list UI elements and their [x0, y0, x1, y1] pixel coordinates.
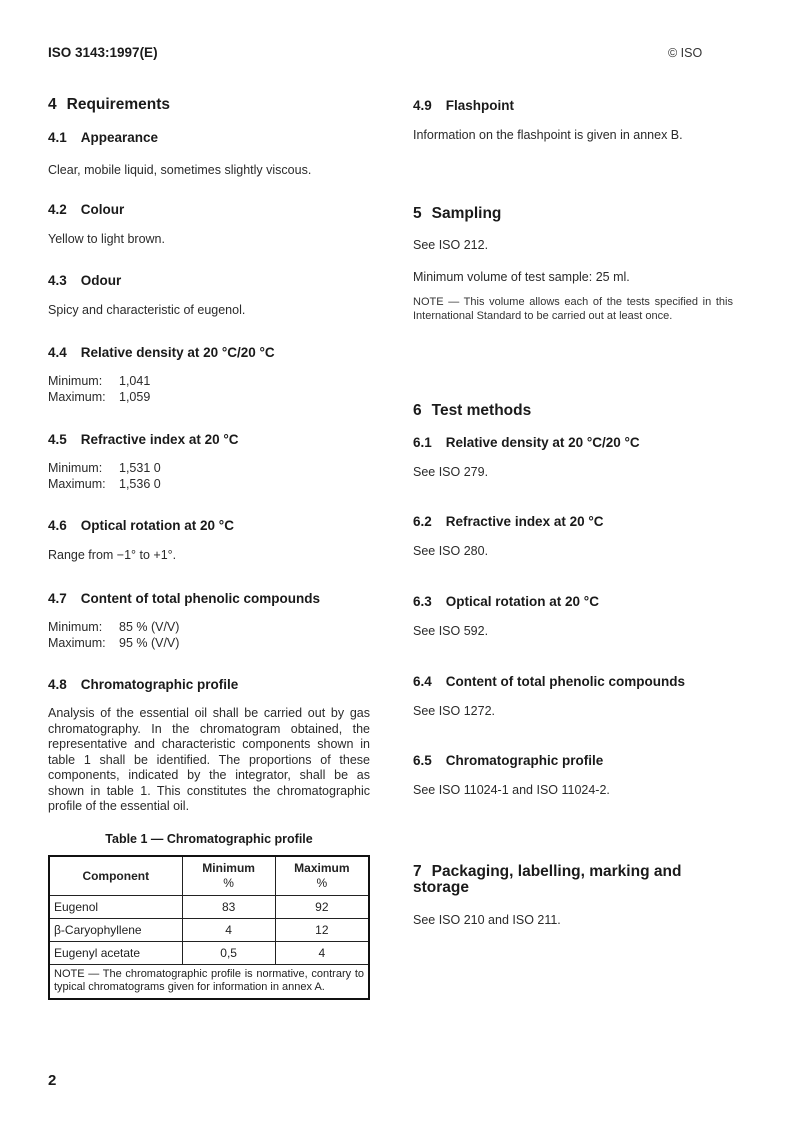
component-cell: Eugenyl acetate	[49, 942, 182, 965]
min-cell: 4	[182, 919, 275, 942]
section-number: 4	[48, 96, 57, 113]
subsection-number: 6.2	[413, 514, 432, 529]
component-cell: β-Caryophyllene	[49, 919, 182, 942]
table-note-row	[49, 965, 369, 1000]
subsection-number: 6.1	[413, 435, 432, 450]
paragraph: See ISO 280.	[413, 544, 489, 558]
table-header-row	[49, 856, 369, 896]
subsection-number: 4.7	[48, 591, 67, 606]
chromatographic-profile-table	[48, 855, 370, 1000]
paragraph: Spicy and characteristic of eugenol.	[48, 303, 246, 317]
header-component: Component	[49, 856, 182, 896]
paragraph: See ISO 279.	[413, 465, 489, 479]
section-title: Test methods	[431, 402, 532, 419]
section-number: 7	[413, 863, 422, 880]
subsection-number: 4.9	[413, 98, 432, 113]
subsection-title: Optical rotation at 20 °C	[445, 594, 599, 609]
subsection-6-2	[413, 514, 733, 559]
max-label: Maximum:	[48, 389, 106, 404]
subsection-4-2	[48, 202, 370, 247]
table-row	[49, 942, 369, 965]
subsection-title: Colour	[80, 202, 125, 217]
subsection-number: 4.5	[48, 432, 67, 447]
paragraph: See ISO 592.	[413, 624, 489, 638]
copyright-mark: © ISO	[668, 46, 703, 60]
paragraph: See ISO 212.	[413, 238, 489, 252]
subsection-6-1	[413, 435, 733, 480]
table-row	[49, 896, 369, 919]
subsection-number: 4.2	[48, 202, 67, 217]
header-minimum: Minimum %	[182, 856, 275, 896]
subsection-4-6	[48, 518, 370, 563]
subsection-4-8	[48, 677, 370, 815]
document-id: ISO 3143:1997(E)	[48, 45, 158, 60]
subsection-number: 6.5	[413, 753, 432, 768]
min-value: 1,041	[119, 374, 151, 388]
value-list	[48, 374, 150, 405]
section-5	[413, 205, 733, 323]
subsection-number: 4.8	[48, 677, 67, 692]
paragraph: See ISO 11024-1 and ISO 11024-2.	[413, 783, 610, 797]
max-label: Maximum:	[48, 635, 106, 650]
max-label: Maximum:	[48, 476, 106, 491]
paragraph: See ISO 1272.	[413, 704, 496, 718]
subsection-title: Appearance	[80, 130, 159, 145]
max-cell: 12	[275, 919, 369, 942]
max-value: 95 % (V/V)	[119, 635, 180, 650]
max-value: 1,059	[119, 389, 151, 404]
section-title-line2: storage	[413, 879, 469, 896]
min-cell: 83	[182, 896, 275, 919]
component-cell: Eugenol	[49, 896, 182, 919]
section-7	[413, 864, 733, 928]
min-label: Minimum:	[48, 461, 103, 475]
max-value: 1,536 0	[119, 476, 161, 491]
paragraph: Analysis of the essential oil shall be carried out by gas chromatography. In the chromatogram obtained, the representative and characteristic components shown in table 1 shall be identified. The proportions of these components, indicated by the integrator, shall be as shown in table 1. This constitutes the chromatographic profile of the essential oil.	[48, 706, 370, 813]
subsection-title: Optical rotation at 20 °C	[80, 518, 234, 533]
subsection-4-9	[413, 98, 733, 143]
subsection-title: Refractive index at 20 °C	[80, 432, 239, 447]
min-value: 85 % (V/V)	[119, 620, 180, 634]
paragraph: Clear, mobile liquid, sometimes slightly viscous.	[48, 163, 312, 177]
subsection-4-3	[48, 273, 370, 318]
subsection-6-3	[413, 594, 733, 639]
min-label: Minimum:	[48, 620, 103, 634]
paragraph: Minimum volume of test sample: 25 ml.	[413, 270, 630, 284]
section-title: Requirements	[66, 96, 170, 113]
subsection-number: 6.4	[413, 674, 432, 689]
subsection-title: Chromatographic profile	[80, 677, 239, 692]
max-cell: 4	[275, 942, 369, 965]
section-6-heading	[413, 402, 733, 420]
table-note: NOTE — The chromatographic profile is normative, contrary to typical chromatograms given for information in annex A.	[49, 965, 369, 1000]
subsection-title: Odour	[80, 273, 122, 288]
min-value: 1,531 0	[119, 461, 161, 475]
max-cell: 92	[275, 896, 369, 919]
section-4-heading	[48, 96, 370, 114]
value-list	[48, 461, 161, 492]
subsection-number: 4.1	[48, 130, 67, 145]
paragraph: Information on the flashpoint is given in annex B.	[413, 128, 683, 142]
min-cell: 0,5	[182, 942, 275, 965]
section-title-line1: Packaging, labelling, marking and	[431, 863, 682, 880]
paragraph: Yellow to light brown.	[48, 232, 165, 246]
subsection-title: Content of total phenolic compounds	[80, 591, 321, 606]
subsection-4-1	[48, 130, 370, 178]
header-maximum: Maximum %	[275, 856, 369, 896]
subsection-number: 4.6	[48, 518, 67, 533]
note: NOTE — This volume allows each of the tests specified in this International Standard to be carried out at least once.	[413, 296, 733, 322]
section-number: 5	[413, 205, 422, 222]
subsection-title: Flashpoint	[445, 98, 515, 113]
min-label: Minimum:	[48, 374, 103, 388]
subsection-title: Refractive index at 20 °C	[445, 514, 604, 529]
subsection-title: Content of total phenolic compounds	[445, 674, 686, 689]
subsection-4-7	[48, 591, 370, 651]
subsection-number: 4.3	[48, 273, 67, 288]
table-row	[49, 919, 369, 942]
page-number: 2	[48, 1072, 57, 1089]
subsection-title: Relative density at 20 °C/20 °C	[445, 435, 640, 450]
subsection-6-4	[413, 674, 733, 719]
subsection-6-5	[413, 753, 733, 798]
subsection-title: Relative density at 20 °C/20 °C	[80, 345, 275, 360]
section-title: Sampling	[431, 205, 502, 222]
table-title: Table 1 — Chromatographic profile	[105, 832, 313, 846]
table-1-block	[48, 832, 370, 1000]
subsection-4-4	[48, 345, 370, 405]
section-number: 6	[413, 402, 422, 419]
subsection-number: 6.3	[413, 594, 432, 609]
subsection-number: 4.4	[48, 345, 67, 360]
paragraph: See ISO 210 and ISO 211.	[413, 913, 561, 927]
subsection-4-5	[48, 432, 370, 492]
paragraph: Range from −1° to +1°.	[48, 548, 177, 562]
value-list	[48, 620, 179, 651]
subsection-title: Chromatographic profile	[445, 753, 604, 768]
